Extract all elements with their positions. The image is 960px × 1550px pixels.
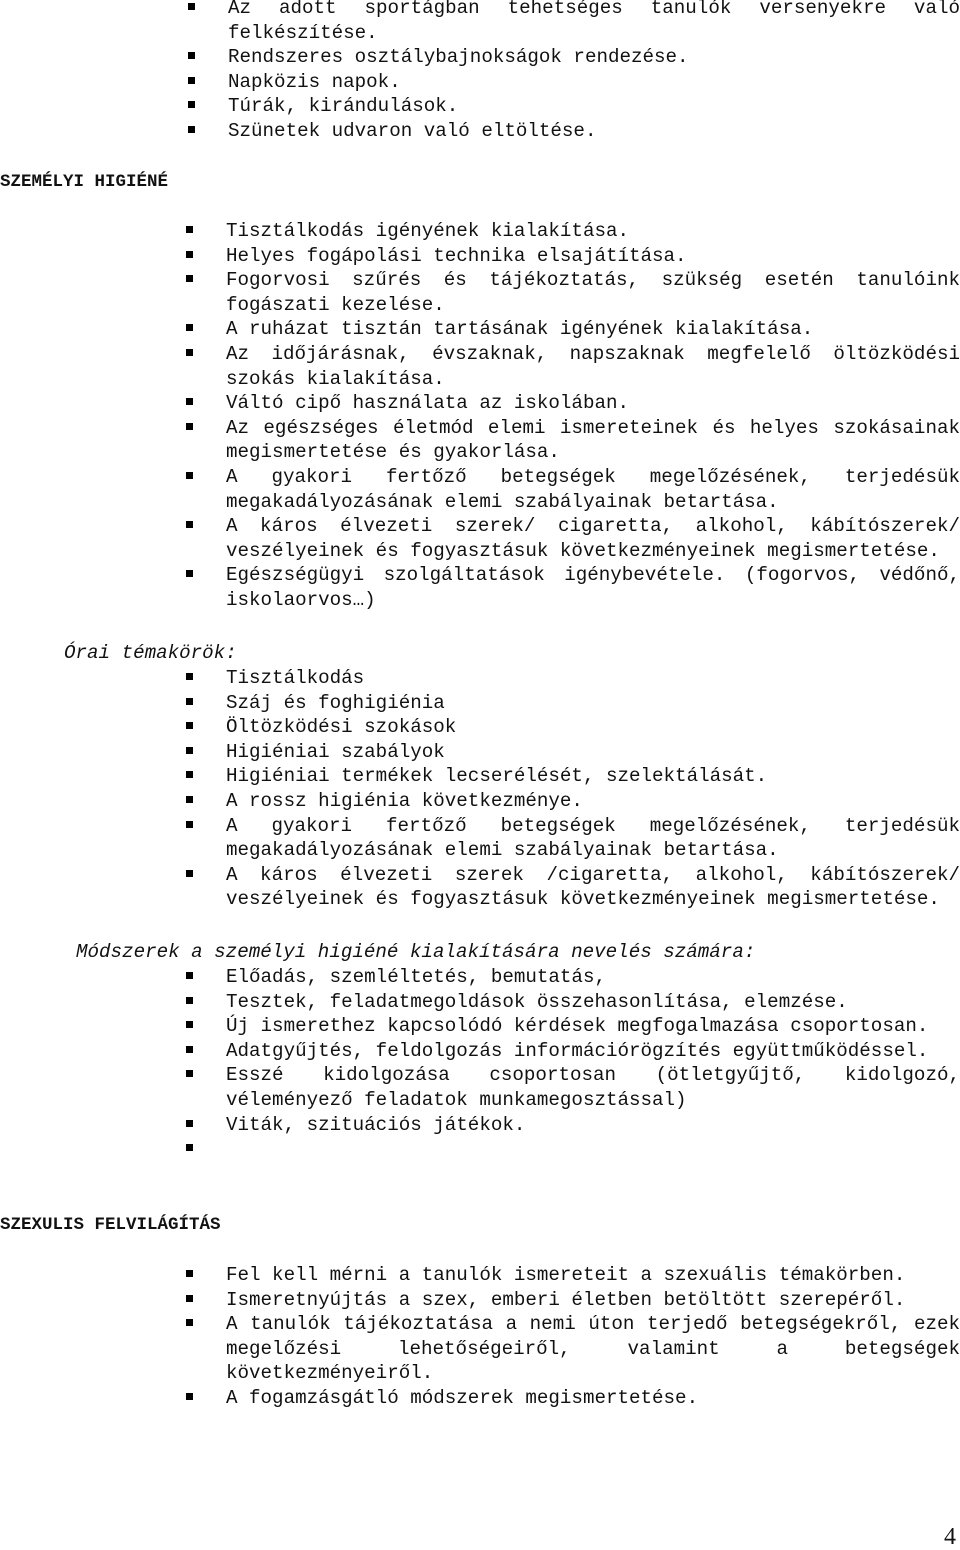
list-item: A káros élvezeti szerek/ cigaretta, alkohol, kábítószerek/ veszélyeinek és fogyasztásuk következményeinek megismertetése. — [186, 514, 960, 563]
list-item: Fel kell mérni a tanulók ismereteit a szexuális témakörben. — [186, 1263, 960, 1288]
sex-education-list — [186, 1263, 960, 1411]
square-bullet-icon — [188, 52, 195, 59]
square-bullet-icon — [188, 3, 195, 10]
square-bullet-icon — [186, 324, 193, 331]
square-bullet-icon — [186, 521, 193, 528]
list-item: Tisztálkodás — [186, 666, 960, 691]
list-item: Száj és foghigiénia — [186, 691, 960, 716]
list-item: Túrák, kirándulások. — [188, 94, 960, 119]
list-item: Napközis napok. — [188, 70, 960, 95]
square-bullet-icon — [186, 870, 193, 877]
square-bullet-icon — [186, 1021, 193, 1028]
square-bullet-icon — [186, 796, 193, 803]
list-item — [186, 1137, 960, 1159]
list-item: A gyakori fertőző betegségek megelőzésének, terjedésük megakadályozásának elemi szabályainak betartása. — [186, 814, 960, 863]
square-bullet-icon — [186, 1070, 193, 1077]
list-item: Előadás, szemléltetés, bemutatás, — [186, 965, 960, 990]
list-item: Adatgyűjtés, feldolgozás információrögzítés együttműködéssel. — [186, 1039, 960, 1064]
square-bullet-icon — [188, 77, 195, 84]
list-item: Viták, szituációs játékok. — [186, 1113, 960, 1138]
square-bullet-icon — [186, 275, 193, 282]
square-bullet-icon — [186, 1270, 193, 1277]
list-item: Tesztek, feladatmegoldások összehasonlítása, elemzése. — [186, 990, 960, 1015]
square-bullet-icon — [186, 821, 193, 828]
square-bullet-icon — [186, 423, 193, 430]
list-item: Rendszeres osztálybajnokságok rendezése. — [188, 45, 960, 70]
square-bullet-icon — [186, 226, 193, 233]
section-heading-hygiene: SZEMÉLYI HIGIÉNÉ — [0, 172, 169, 192]
sports-activities-list — [188, 0, 960, 144]
square-bullet-icon — [186, 972, 193, 979]
square-bullet-icon — [186, 1144, 193, 1151]
square-bullet-icon — [186, 1393, 193, 1400]
hygiene-goals-list — [186, 219, 960, 613]
class-topics-list — [186, 666, 960, 912]
list-item: Öltözködési szokások — [186, 715, 960, 740]
list-item: Helyes fogápolási technika elsajátítása. — [186, 244, 960, 269]
square-bullet-icon — [186, 349, 193, 356]
square-bullet-icon — [186, 771, 193, 778]
list-item: Higiéniai termékek lecserélését, szelektálását. — [186, 764, 960, 789]
list-item: Az egészséges életmód elemi ismereteinek és helyes szokásainak megismertetése és gyakorlása. — [186, 416, 960, 465]
square-bullet-icon — [186, 251, 193, 258]
list-item: Ismeretnyújtás a szex, emberi életben betöltött szerepéről. — [186, 1288, 960, 1313]
square-bullet-icon — [188, 101, 195, 108]
list-item: Higiéniai szabályok — [186, 740, 960, 765]
list-item: Szünetek udvaron való eltöltése. — [188, 119, 960, 144]
list-item: A fogamzásgátló módszerek megismertetése. — [186, 1386, 960, 1411]
list-item: Fogorvosi szűrés és tájékoztatás, szükség esetén tanulóink fogászati kezelése. — [186, 268, 960, 317]
subheading-class-topics: Órai témakörök: — [64, 642, 237, 664]
list-item: A tanulók tájékoztatása a nemi úton terjedő betegségekről, ezek megelőzési lehetőségeiről, valamint a betegségek következményeiről. — [186, 1312, 960, 1386]
list-item: Egészségügyi szolgáltatások igénybevétele. (fogorvos, védőnő, iskolaorvos…) — [186, 563, 960, 612]
square-bullet-icon — [186, 997, 193, 1004]
list-item: Tisztálkodás igényének kialakítása. — [186, 219, 960, 244]
square-bullet-icon — [186, 1120, 193, 1127]
methods-list — [186, 965, 960, 1159]
square-bullet-icon — [186, 747, 193, 754]
subheading-methods: Módszerek a személyi higiéné kialakítására nevelés számára: — [76, 941, 756, 963]
list-item: Az adott sportágban tehetséges tanulók versenyekre való felkészítése. — [188, 0, 960, 45]
square-bullet-icon — [186, 398, 193, 405]
square-bullet-icon — [186, 1295, 193, 1302]
section-heading-sex-education: SZEXULIS FELVILÁGÍTÁS — [0, 1215, 221, 1235]
list-item: Az időjárásnak, évszaknak, napszaknak megfelelő öltözködési szokás kialakítása. — [186, 342, 960, 391]
list-item: A káros élvezeti szerek /cigaretta, alkohol, kábítószerek/ veszélyeinek és fogyasztásuk következményeinek megismertetése. — [186, 863, 960, 912]
list-item: A rossz higiénia következménye. — [186, 789, 960, 814]
page-number: 4 — [944, 1524, 956, 1550]
list-item: Váltó cipő használata az iskolában. — [186, 391, 960, 416]
list-item: A gyakori fertőző betegségek megelőzésének, terjedésük megakadályozásának elemi szabályainak betartása. — [186, 465, 960, 514]
list-item: A ruházat tisztán tartásának igényének kialakítása. — [186, 317, 960, 342]
square-bullet-icon — [186, 570, 193, 577]
square-bullet-icon — [186, 722, 193, 729]
list-item: Esszé kidolgozása csoportosan (ötletgyűjtő, kidolgozó, véleményező feladatok munkamegosztással) — [186, 1063, 960, 1112]
square-bullet-icon — [186, 1046, 193, 1053]
square-bullet-icon — [188, 126, 195, 133]
list-item: Új ismerethez kapcsolódó kérdések megfogalmazása csoportosan. — [186, 1014, 960, 1039]
square-bullet-icon — [186, 1319, 193, 1326]
square-bullet-icon — [186, 698, 193, 705]
square-bullet-icon — [186, 673, 193, 680]
square-bullet-icon — [186, 472, 193, 479]
